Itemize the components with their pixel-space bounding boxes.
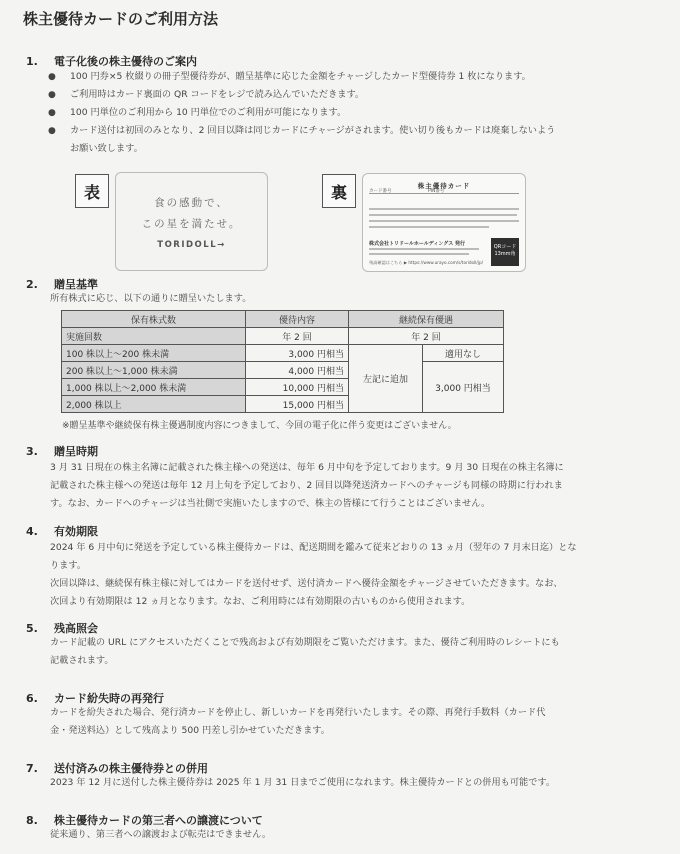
paragraph-line: 従来通り、第三者への譲渡および転売はできません。 [50,829,272,840]
paragraph-line: 記載された株主様への発送は毎年 12 月上旬を予定しており、2 回目以降発送済カードへのチャージも同様の時期に行われま [50,480,563,491]
table-row [62,362,504,379]
section-number: 1. [26,55,38,68]
section-3-heading [26,443,98,459]
section-number: 7. [26,762,38,775]
section-title: 有効期限 [54,525,98,538]
section-6-body [50,704,630,740]
bullet-text: お願い致します。 [70,143,143,154]
card-front-image [115,172,268,271]
section-3-body [50,459,630,513]
back-label: 裏 [322,174,356,208]
table-note: ※贈呈基準や継続保有株主優遇制度内容につきまして、今回の電子化に伴う変更はございません。 [62,421,457,431]
table-cell: 年 2 回 [246,328,349,345]
front-label: 表 [75,174,109,208]
section-5-body [50,634,630,670]
paragraph-line: 2023 年 12 月に送付した株主優待券は 2025 年 1 月 31 日までご使用になれます。株主優待カードとの併用も可能です。 [50,777,556,788]
paragraph-line: 2024 年 6 月中旬に発送を予定している株主優待カードは、配送期間を鑑みて従来どおりの 13 ヵ月（翌年の 7 月末日迄）とな [50,542,577,553]
bullet-item-continued [48,140,633,158]
table-cell: 左記に追加 [349,345,423,413]
divider [369,193,519,194]
table-row [62,328,504,345]
paragraph-line: カード記載の URL にアクセスいただくことで残高および有効期限をご覧いただけます。また、優待ご利用時のレシートにも [50,637,560,648]
table-header: 継続保有優遇 [349,311,504,328]
section-number: 5. [26,622,38,635]
bullet-text: 100 円券×5 枚綴りの冊子型優待券が、贈呈基準に応じた金額をチャージしたカード型優待券 1 枚になります。 [70,71,531,82]
qr-code-icon: QRコード 13mm角 [491,238,519,266]
section-number: 2. [26,278,38,291]
section-1-bullets [48,68,633,158]
table-cell: 年 2 回 [349,328,504,345]
bullet-item [48,86,633,104]
section-number: 3. [26,445,38,458]
table-cell: 適用なし [423,345,504,362]
fine-print [369,220,519,222]
bullet-icon: ● [48,72,56,82]
fine-print [369,226,489,228]
bullet-item [48,104,633,122]
section-title: 残高照会 [54,622,98,635]
paragraph-line: ります。 [50,560,87,571]
section-title: 贈呈時期 [54,445,98,458]
toridoll-logo: TORIDOLL→ [157,240,226,250]
table-header: 保有株式数 [62,311,246,328]
table-cell: 2,000 株以上 [62,396,246,413]
section-4-heading [26,523,98,539]
table-cell: 10,000 円相当 [246,379,349,396]
bullet-item [48,122,633,140]
section-title: 電子化後の株主優待のご案内 [54,55,197,68]
fine-print [369,214,517,216]
paragraph-line: カードを紛失された場合、発行済カードを停止し、新しいカードを再発行いたします。その際、再発行手数料（カード代 [50,707,546,718]
gift-criteria-table [61,310,504,413]
table-header-row [62,311,504,328]
table-cell: 100 株以上～200 株未満 [62,345,246,362]
balance-url: 残高確認はこちら ▶ https://www.urayo.com/s/toridoll/jp/ [369,260,484,265]
card-back-title: 株主優待カード [417,182,471,190]
table-cell: 4,000 円相当 [246,362,349,379]
card-back-image [362,173,526,272]
bullet-text: カード送付は初回のみとなり、2 回目以降は同じカードにチャージがされます。使い切り後もカードは廃棄しないよう [70,125,556,136]
bullet-icon: ● [48,108,56,118]
pin-number-label: PIN番号 [428,189,445,194]
paragraph-line: 次回より有効期限は 12 ヵ月となります。なお、ご利用時には有効期限の古いものから使用されます。 [50,596,471,607]
paragraph-line: 3 月 31 日現在の株主名簿に記載された株主様への発送は、毎年 6 月中旬を予定しております。9 月 30 日現在の株主名簿に [50,462,564,473]
section-title: 株主優待カードの第三者への譲渡について [54,814,263,827]
page-title: 株主優待カードのご利用方法 [23,10,219,28]
fine-print [369,208,519,210]
table-cell: 3,000 円相当 [423,362,504,413]
table-cell: 実施回数 [62,328,246,345]
section-title: 送付済みの株主優待券との併用 [54,762,208,775]
table-cell: 15,000 円相当 [246,396,349,413]
card-slogan-line-1: 食の感動で、 [154,197,229,209]
section-number: 4. [26,525,38,538]
table-header: 優待内容 [246,311,349,328]
fine-print [369,253,469,255]
bullet-text: 100 円単位のご利用から 10 円単位でのご利用が可能になります。 [70,107,347,118]
section-2-intro: 所有株式に応じ、以下の通りに贈呈いたします。 [50,293,252,304]
card-number-label: カード番号 [369,189,392,194]
section-1-heading [26,53,197,69]
bullet-icon: ● [48,90,56,100]
table-cell: 3,000 円相当 [246,345,349,362]
table-row [62,345,504,362]
paragraph-line: 金・発送料込）として残高より 500 円差し引かせていただきます。 [50,725,330,736]
section-number: 8. [26,814,38,827]
table-cell: 1,000 株以上～2,000 株未満 [62,379,246,396]
section-7-body [50,774,630,792]
section-4-body [50,539,630,611]
bullet-icon: ● [48,126,56,136]
section-number: 6. [26,692,38,705]
bullet-item [48,68,633,86]
paragraph-line: 記載されます。 [50,655,114,666]
table-cell: 200 株以上～1,000 株未満 [62,362,246,379]
card-slogan-line-2: この星を満たせ。 [141,218,242,230]
issuer-name: 株式会社トリドールホールディングス 発行 [369,241,465,247]
section-title: 贈呈基準 [54,278,98,291]
fine-print [369,248,479,250]
section-title: カード紛失時の再発行 [54,692,164,705]
paragraph-line: す。なお、カードへのチャージは当社側で実施いたしますので、株主の皆様にて行うことはございません。 [50,498,491,509]
paragraph-line: 次回以降は、継続保有株主様に対してはカードを送付せず、送付済カードへ優待金額をチャージさせていただきます。なお、 [50,578,563,589]
section-8-body [50,826,630,844]
bullet-text: ご利用時はカード裏面の QR コードをレジで読み込んでいただきます。 [70,89,365,100]
